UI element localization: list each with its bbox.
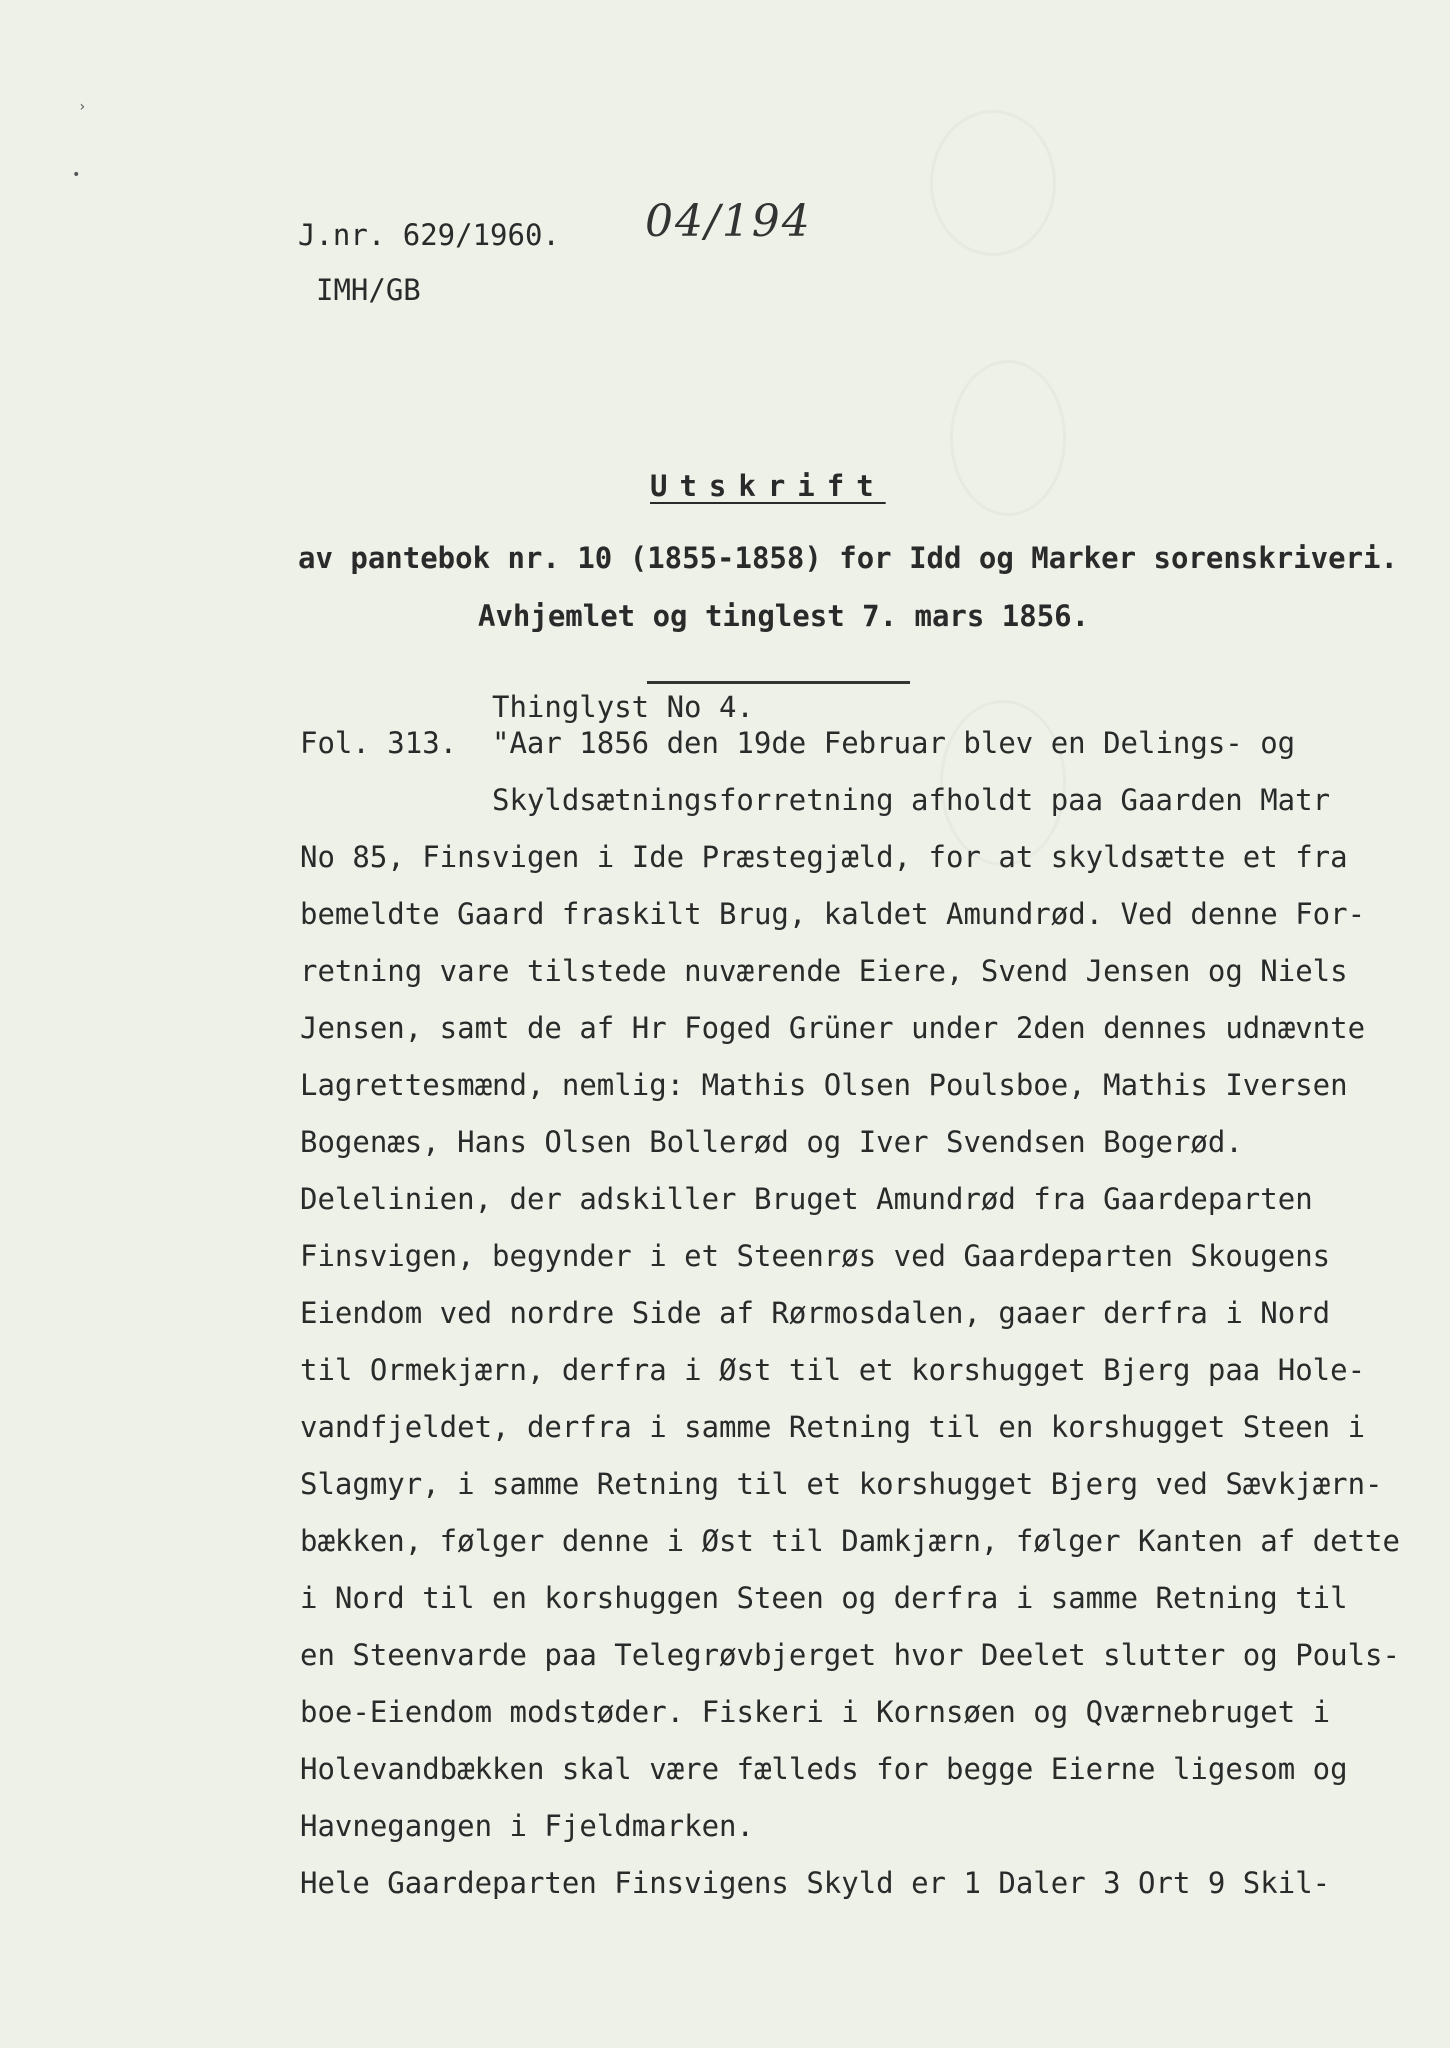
divider-rule bbox=[647, 681, 910, 684]
text-line: boe-Eiendom modstøder. Fiskeri i Kornsøen og Qværnebruget i bbox=[300, 1695, 1331, 1729]
watermark-circle bbox=[950, 360, 1066, 516]
text-line: bemeldte Gaard fraskilt Brug, kaldet Amundrød. Ved denne For- bbox=[300, 897, 1366, 931]
text-line: bækken, følger denne i Øst til Damkjærn, følger Kanten af dette bbox=[300, 1524, 1400, 1558]
text-line: Delelinien, der adskiller Bruget Amundrød fra Gaardeparten bbox=[300, 1182, 1313, 1216]
handwritten-reference: 04/194 bbox=[645, 196, 812, 247]
text-line: Finsvigen, begynder i et Steenrøs ved Gaardeparten Skougens bbox=[300, 1239, 1331, 1273]
text-line: Skyldsætningsforretning afholdt paa Gaarden Matr bbox=[492, 783, 1331, 817]
text-line: til Ormekjærn, derfra i Øst til et korshugget Bjerg paa Hole- bbox=[300, 1353, 1366, 1387]
text-line: Lagrettesmænd, nemlig: Mathis Olsen Poulsboe, Mathis Iversen bbox=[300, 1068, 1348, 1102]
text-line: Slagmyr, i samme Retning til et korshugget Bjerg ved Sævkjærn- bbox=[300, 1467, 1383, 1501]
entry-first-line: "Aar 1856 den 19de Februar blev en Delings- og bbox=[492, 726, 1296, 760]
watermark-circle bbox=[930, 110, 1056, 256]
initials: IMH/GB bbox=[316, 273, 421, 307]
text-line: vandfjeldet, derfra i samme Retning til en korshugget Steen i bbox=[300, 1410, 1366, 1444]
text-line: en Steenvarde paa Telegrøvbjerget hvor Deelet slutter og Pouls- bbox=[300, 1638, 1400, 1672]
subtitle-line-2: Avhjemlet og tinglest 7. mars 1856. bbox=[478, 599, 1090, 633]
text-line: No 85, Finsvigen i Ide Præstegjæld, for at skyldsætte et fra bbox=[300, 840, 1348, 874]
text-line: Eiendom ved nordre Side af Rørmosdalen, gaaer derfra i Nord bbox=[300, 1296, 1331, 1330]
subtitle-line-1: av pantebok nr. 10 (1855-1858) for Idd og Marker sorenskriveri. bbox=[298, 541, 1398, 575]
text-line: Bogenæs, Hans Olsen Bollerød og Iver Svendsen Bogerød. bbox=[300, 1125, 1243, 1159]
journal-number: J.nr. 629/1960. bbox=[298, 218, 560, 252]
text-line: Havnegangen i Fjeldmarken. bbox=[300, 1809, 754, 1843]
text-line: Hele Gaardeparten Finsvigens Skyld er 1 Daler 3 Ort 9 Skil- bbox=[300, 1866, 1331, 1900]
text-line: Holevandbækken skal være fælleds for begge Eierne ligesom og bbox=[300, 1752, 1348, 1786]
document-title: Utskrift bbox=[650, 469, 886, 503]
text-line: i Nord til en korshuggen Steen og derfra i samme Retning til bbox=[300, 1581, 1348, 1615]
thinglyst-note: Thinglyst No 4. bbox=[492, 690, 754, 724]
margin-mark: › bbox=[78, 99, 87, 115]
margin-mark: • bbox=[72, 167, 81, 183]
folio-number: Fol. 313. bbox=[300, 726, 458, 760]
text-line: retning vare tilstede nuværende Eiere, Svend Jensen og Niels bbox=[300, 954, 1348, 988]
text-line: Jensen, samt de af Hr Foged Grüner under 2den dennes udnævnte bbox=[300, 1011, 1366, 1045]
